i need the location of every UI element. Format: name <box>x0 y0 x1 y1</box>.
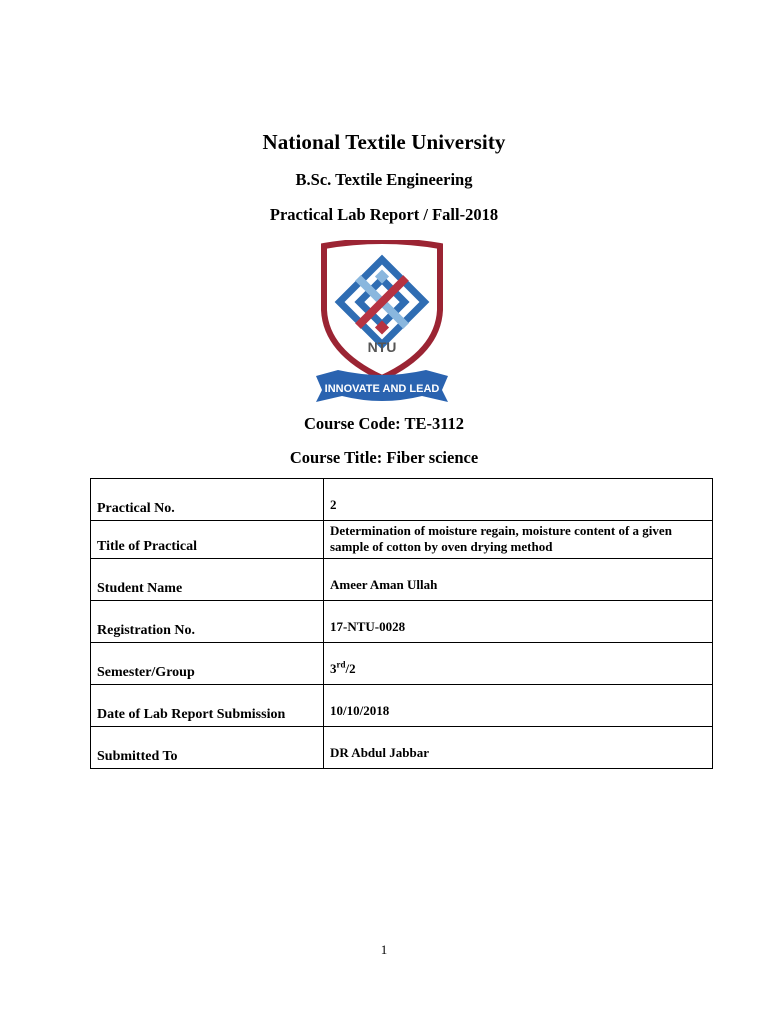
row-value: Determination of moisture regain, moisture content of a given sample of cotton by oven drying method <box>324 521 713 559</box>
degree-title: B.Sc. Textile Engineering <box>295 170 473 189</box>
row-value <box>324 643 713 685</box>
row-label: Date of Lab Report Submission <box>91 685 324 727</box>
course-title: Course Title: Fiber science <box>289 448 479 467</box>
row-value: 10/10/2018 <box>324 685 713 727</box>
table-row <box>91 601 713 643</box>
logo-motto: INNOVATE AND LEAD <box>324 383 440 395</box>
row-label: Practical No. <box>91 479 324 521</box>
table-row <box>91 643 713 685</box>
semester-number: 3 <box>330 661 337 676</box>
logo-initials: NTU <box>367 339 397 355</box>
ntu-logo <box>314 240 450 406</box>
row-label: Registration No. <box>91 601 324 643</box>
table-row <box>91 559 713 601</box>
row-label: Semester/Group <box>91 643 324 685</box>
report-info-table <box>90 478 713 769</box>
row-value: Ameer Aman Ullah <box>324 559 713 601</box>
ordinal-suffix: rd <box>336 659 346 670</box>
page-number: 1 <box>380 942 388 957</box>
row-label: Submitted To <box>91 727 324 769</box>
table-row <box>91 727 713 769</box>
table-row <box>91 479 713 521</box>
university-title: National Textile University <box>262 130 506 154</box>
row-value: DR Abdul Jabbar <box>324 727 713 769</box>
row-value: 17-NTU-0028 <box>324 601 713 643</box>
group-number: /2 <box>345 661 356 676</box>
table-row <box>91 685 713 727</box>
row-value: 2 <box>324 479 713 521</box>
report-title: Practical Lab Report / Fall-2018 <box>269 205 499 224</box>
row-label: Student Name <box>91 559 324 601</box>
table-row <box>91 521 713 559</box>
row-label: Title of Practical <box>91 521 324 559</box>
course-code: Course Code: TE-3112 <box>303 414 465 433</box>
